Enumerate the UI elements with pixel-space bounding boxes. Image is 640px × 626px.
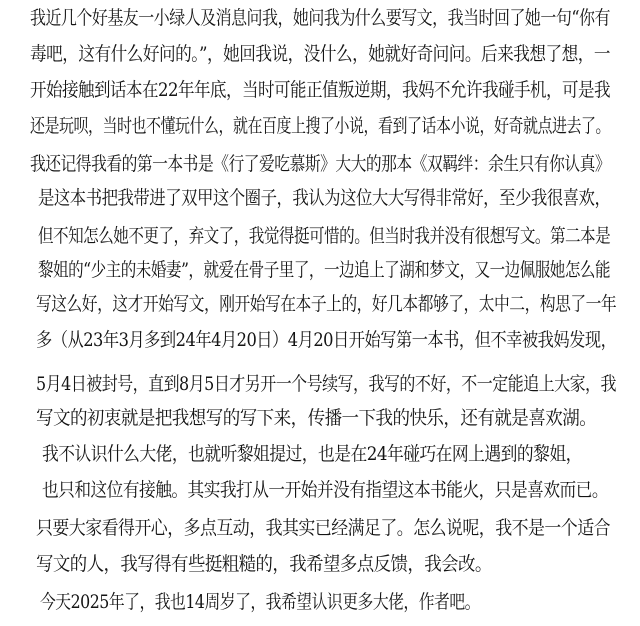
text-line: 写这么好，这才开始写文，刚开始写在本子上的，好几本都够了，太中二，构思了一年 bbox=[36, 293, 617, 315]
text-line: 多（从23年3月多到24年4月20日）4月20日开始写第一本书，但不幸被我妈发现， bbox=[36, 329, 617, 351]
text-line: 开始接触到话本在22年年底，当时可能正值叛逆期，我妈不允许我碰手机，可是我 bbox=[30, 79, 610, 101]
text-line: 我近几个好基友一小绿人及消息问我，她问我为什么要写文，我当时回了她一句“你有 bbox=[30, 7, 610, 29]
text-line: 我还记得我看的第一本书是《行了爱吃慕斯》大大的那本《双羁绊：余生只有你认真》 bbox=[30, 153, 611, 175]
text-line: 但不知怎么她不更了，弃文了，我觉得挺可惜的。但当时我并没有很想写文。第二本是 bbox=[38, 225, 611, 247]
text-line: 只要大家看得开心，多点互动，我其实已经满足了。怎么说呢，我不是一个适合 bbox=[36, 517, 611, 539]
text-line: 写文的人，我写得有些挺粗糙的，我希望多点反馈，我会改。 bbox=[36, 553, 492, 575]
text-line: 是这本书把我带进了双甲这个圈子，我认为这位大大写得非常好，至少我很喜欢， bbox=[38, 187, 611, 209]
text-line: 黎姐的“少主的未婚妻”，就爱在骨子里了，一边追上了湖和梦文，又一边佩服她怎么能 bbox=[38, 259, 611, 281]
text-line: 5月4日被封号，直到8月5日才另开一个号续写，我写的不好，不一定能追上大家，我 bbox=[36, 373, 616, 395]
text-line: 也只和这位有接触。其实我打从一开始并没有指望这本书能火，只是喜欢而已。 bbox=[42, 479, 609, 501]
text-line: 我不认识什么大佬，也就听黎姐提过，也是在24年碰巧在网上遇到的黎姐， bbox=[42, 443, 582, 465]
text-line: 今天2025年了，我也14周岁了，我希望认识更多大佬，作者吧。 bbox=[40, 591, 480, 613]
text-line: 毒吧，这有什么好问的。”，她回我说，没什么，她就好奇问问。后来我想了想，一 bbox=[30, 43, 611, 65]
text-line: 写文的初衷就是把我想写的写下来，传播一下我的快乐，还有就是喜欢湖。 bbox=[36, 407, 597, 429]
text-line: 还是玩呗，当时也不懂玩什么，就在百度上搜了小说，看到了话本小说，好奇就点进去了。 bbox=[30, 115, 611, 137]
